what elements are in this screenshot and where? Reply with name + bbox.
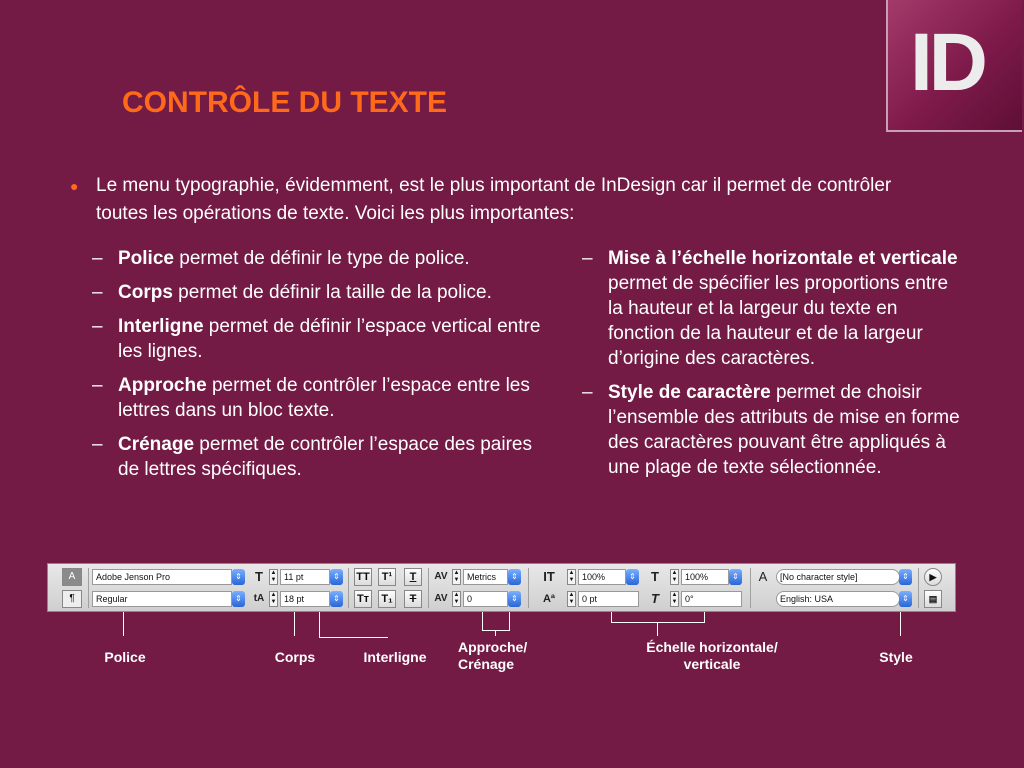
vertical-scale-dropdown-icon[interactable]: ⇕ — [626, 569, 639, 585]
item-term: Corps — [118, 282, 173, 303]
echelle-leader — [611, 612, 705, 623]
baseline-shift-stepper[interactable]: ▲ ▼ — [568, 592, 575, 605]
item-desc: permet de définir le type de police. — [173, 248, 470, 269]
language-select[interactable]: English: USA — [776, 591, 900, 607]
item-term: Approche — [118, 375, 207, 396]
baseline-shift-field[interactable]: 0 pt — [578, 591, 639, 607]
font-size-field[interactable]: 11 pt — [280, 569, 330, 585]
dash-icon: – — [582, 382, 593, 403]
skew-field[interactable]: 0° — [681, 591, 742, 607]
bullet-dot-icon: ● — [70, 178, 79, 194]
leading-stepper[interactable]: ▲ ▼ — [270, 592, 277, 605]
panel-menu-button[interactable]: ▶ — [924, 568, 942, 586]
slide-title: CONTRÔLE DU TEXTE — [122, 86, 448, 119]
logo-text: ID — [910, 17, 984, 108]
caption-style: Style — [879, 649, 913, 665]
caption-echelle-line1: Échelle horizontale/ — [646, 639, 778, 655]
caption-approche-line1: Approche/ — [458, 639, 528, 655]
item-desc: permet de contrôler l’espace des paires de lettres spécifiques. — [118, 434, 532, 480]
vertical-scale-stepper[interactable]: ▲ ▼ — [568, 570, 575, 583]
character-panel-button[interactable]: ▤ — [924, 590, 942, 608]
item-term: Police — [118, 248, 174, 269]
style-leader — [900, 612, 901, 636]
caption-echelle — [612, 639, 812, 673]
font-size-icon: T — [255, 569, 263, 584]
caption-approche-line2: Crénage — [458, 656, 515, 672]
separator — [348, 568, 349, 608]
tracking-icon: AV — [434, 593, 448, 604]
caption-police: Police — [104, 649, 146, 665]
kerning-field[interactable]: Metrics — [463, 569, 508, 585]
language-dropdown-icon[interactable]: ⇕ — [899, 591, 912, 607]
indesign-logo — [886, 0, 1022, 132]
tracking-field[interactable]: 0 — [463, 591, 508, 607]
horizontal-scale-field[interactable]: 100% — [681, 569, 729, 585]
approche-leader — [482, 612, 510, 631]
leading-field[interactable]: 18 pt — [280, 591, 330, 607]
dash-icon: – — [92, 248, 103, 269]
list-item — [582, 380, 962, 480]
character-style-select[interactable]: [No character style] — [776, 569, 900, 585]
item-term: Mise à l’échelle horizontale et verticale — [608, 248, 958, 269]
vertical-scale-field[interactable]: 100% — [578, 569, 626, 585]
subscript-button[interactable]: T₁ — [378, 590, 396, 608]
echelle-leader-tail — [657, 622, 658, 636]
all-caps-button[interactable]: TT — [354, 568, 372, 586]
right-column-list — [582, 246, 962, 489]
caption-approche — [450, 639, 558, 673]
item-desc: permet de choisir l’ensemble des attributs de mise en forme des caractères pouvant être appliqués à une plage de texte sélectionnée. — [608, 382, 960, 478]
size-stepper[interactable]: ▲ ▼ — [270, 570, 277, 583]
skew-stepper[interactable]: ▲ ▼ — [671, 592, 678, 605]
intro-bullet — [70, 172, 920, 228]
caption-echelle-line2: verticale — [683, 656, 741, 672]
character-control-panel — [47, 563, 956, 612]
list-item — [92, 246, 552, 271]
separator — [750, 568, 751, 608]
kerning-dropdown-icon[interactable]: ⇕ — [508, 569, 521, 585]
baseline-shift-icon: Aª — [542, 593, 555, 605]
vertical-scale-icon: IT — [543, 569, 555, 584]
approche-leader-tail — [495, 630, 496, 636]
skew-icon: T — [651, 591, 659, 606]
list-item — [92, 314, 552, 364]
underline-button[interactable]: T — [404, 568, 422, 586]
tracking-dropdown-icon[interactable]: ⇕ — [508, 591, 521, 607]
horizontal-scale-dropdown-icon[interactable]: ⇕ — [729, 569, 742, 585]
item-desc: permet de contrôler l’espace entre les lettres dans un bloc texte. — [118, 375, 530, 421]
corps-leader — [294, 612, 295, 636]
separator — [528, 568, 529, 608]
interligne-leader — [319, 612, 388, 638]
left-column-list — [92, 246, 552, 491]
intro-text: Le menu typographie, évidemment, est le plus important de InDesign car il permet de contrôler toutes les opérations de texte. Voici les plus importantes: — [96, 175, 892, 224]
caption-corps: Corps — [274, 649, 316, 665]
small-caps-button[interactable]: Tт — [354, 590, 372, 608]
dash-icon: – — [92, 282, 103, 303]
horizontal-scale-icon: T — [651, 569, 659, 584]
dash-icon: – — [92, 434, 103, 455]
superscript-button[interactable]: T¹ — [378, 568, 396, 586]
character-style-icon: A — [758, 569, 768, 584]
tracking-stepper[interactable]: ▲ ▼ — [453, 592, 460, 605]
item-term: Crénage — [118, 434, 195, 455]
dash-icon: – — [92, 375, 103, 396]
font-family-field[interactable]: Adobe Jenson Pro — [92, 569, 232, 585]
leading-icon: tA — [253, 593, 265, 604]
list-item — [92, 280, 552, 305]
item-desc: permet de définir l’espace vertical entre les lignes. — [118, 316, 541, 362]
list-item — [582, 246, 962, 371]
item-desc: permet de spécifier les proportions entre la hauteur et la largeur du texte en fonction de la hauteur et de la largeur d’origine des caractères. — [608, 273, 949, 369]
item-desc: permet de définir la taille de la police. — [172, 282, 492, 303]
leading-dropdown-icon[interactable]: ⇕ — [330, 591, 343, 607]
item-term: Style de caractère — [608, 382, 771, 403]
dash-icon: – — [92, 316, 103, 337]
kerning-stepper[interactable]: ▲ ▼ — [453, 570, 460, 583]
separator — [88, 568, 89, 608]
character-style-dropdown-icon[interactable]: ⇕ — [899, 569, 912, 585]
dash-icon: – — [582, 248, 593, 269]
font-size-dropdown-icon[interactable]: ⇕ — [330, 569, 343, 585]
list-item — [92, 373, 552, 423]
character-mode-button[interactable]: A — [62, 568, 82, 586]
list-item — [92, 432, 552, 482]
strikethrough-button[interactable]: T — [404, 590, 422, 608]
separator — [918, 568, 919, 608]
font-family-dropdown-icon[interactable]: ⇕ — [232, 569, 245, 585]
caption-interligne: Interligne — [363, 649, 427, 665]
police-leader — [123, 612, 124, 636]
item-term: Interligne — [118, 316, 204, 337]
paragraph-mode-button[interactable]: ¶ — [62, 590, 82, 608]
font-style-field[interactable]: Regular — [92, 591, 232, 607]
font-style-dropdown-icon[interactable]: ⇕ — [232, 591, 245, 607]
separator — [428, 568, 429, 608]
kerning-icon: AV — [434, 571, 448, 582]
horizontal-scale-stepper[interactable]: ▲ ▼ — [671, 570, 678, 583]
